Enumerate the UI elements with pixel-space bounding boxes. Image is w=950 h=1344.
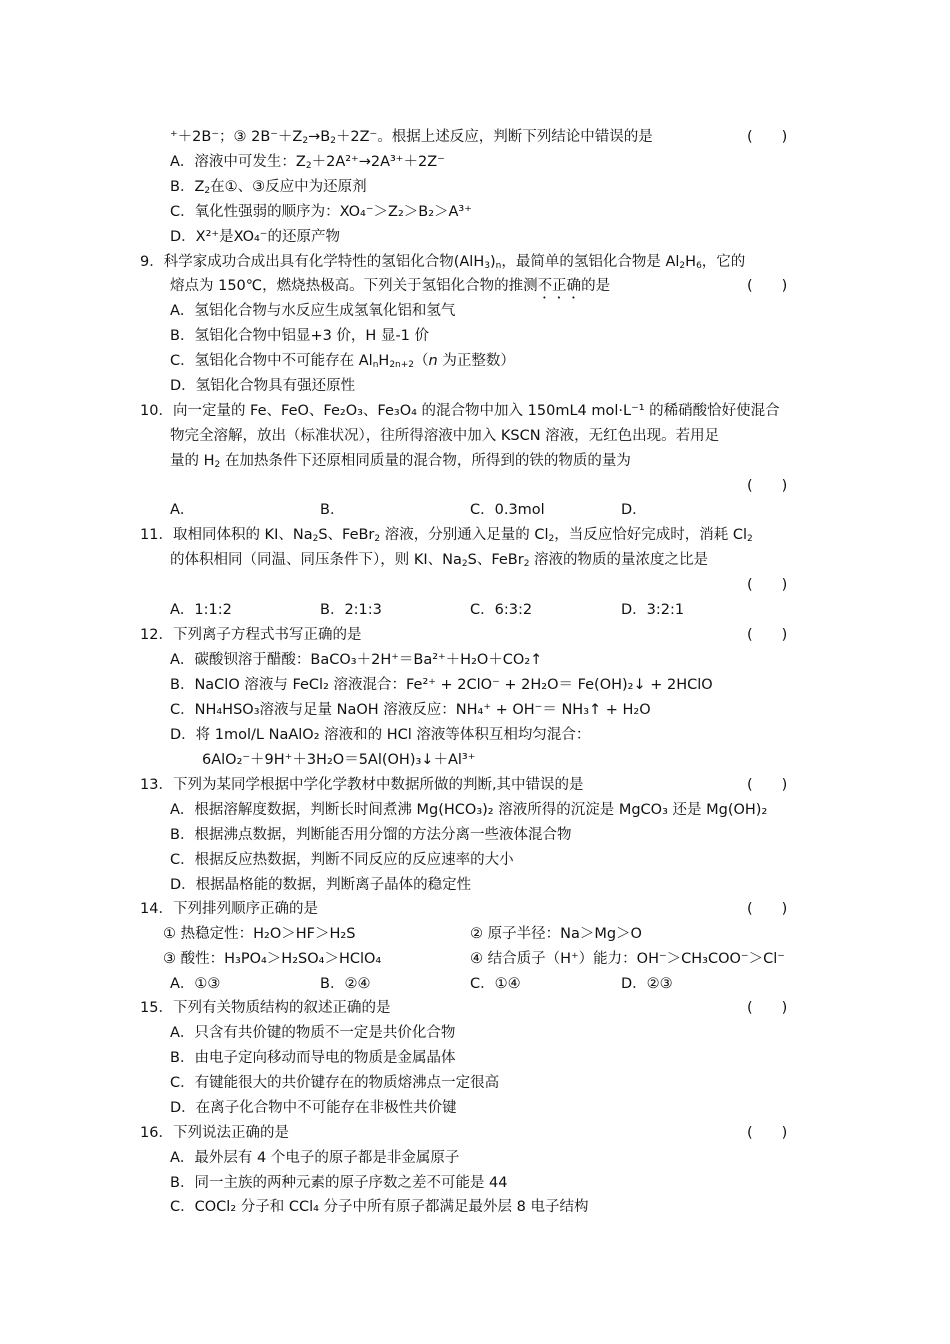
q13-option-a: A．根据溶解度数据，判断长时间煮沸 Mg(HCO₃)₂ 溶液所得的沉淀是 MgCO₃ 还是 Mg(OH)₂ (170, 802, 768, 818)
q16-option-c: C．COCl₂ 分子和 CCl₄ 分子中所有原子都满足最外层 8 电子结构 (170, 1199, 589, 1215)
q16-option-b: B．同一主族的两种元素的原子序数之差不可能是 44 (170, 1175, 508, 1191)
q13-option-d: D．根据晶格能的数据，判断离子晶体的稳定性 (170, 877, 472, 893)
q13-option-b: B．根据沸点数据，判断能否用分馏的方法分离一些液体混合物 (170, 827, 572, 843)
q11-option-b: B．2:1:3 (320, 602, 382, 618)
q11-option-a: A．1:1:2 (170, 602, 232, 618)
q13-option-c: C．根据反应热数据，判断不同反应的反应速率的大小 (170, 852, 514, 868)
q10-option-a: A． (170, 502, 195, 518)
q8-answer-blank: ( ) (747, 129, 788, 145)
q12-stem: 12．下列离子方程式书写正确的是 (140, 627, 362, 643)
q9-option-d: D．氢铝化合物具有强还原性 (170, 378, 356, 394)
q10-answer-blank: ( ) (747, 478, 788, 494)
q9-answer-blank: ( ) (747, 278, 788, 294)
q10-stem-line2: 物完全溶解，放出（标准状况），往所得溶液中加入 KSCN 溶液，无红色出现。若用足 (170, 428, 720, 444)
q14-stem: 14．下列排列顺序正确的是 (140, 901, 318, 917)
q15-stem: 15．下列有关物质结构的叙述正确的是 (140, 1000, 391, 1016)
q8-option-c: C．氧化性强弱的顺序为：XO₄⁻＞Z₂＞B₂＞A³⁺ (170, 204, 472, 220)
q11-stem-line1: 11．取相同体积的 KI、$Na_2S$、FeBr$_2$ 溶液，分别通入足量的 $Cl_2$，当反应恰好完成时，消耗 $Cl_2$ (140, 527, 753, 544)
q12-answer-blank: ( ) (747, 627, 788, 643)
q10-option-b: B． (320, 502, 345, 518)
q13-stem: 13．下列为某同学根据中学化学教材中数据所做的判断,其中错误的是 (140, 777, 584, 793)
q9-option-b: B．氢铝化合物中铝显+3 价，H 显-1 价 (170, 328, 430, 344)
q11-answer-blank: ( ) (747, 577, 788, 593)
q16-stem: 16．下列说法正确的是 (140, 1125, 289, 1141)
q12-option-a: A．碳酸钡溶于醋酸：BaCO₃＋2H⁺＝Ba²⁺＋H₂O＋CO₂↑ (170, 652, 543, 668)
q15-option-b: B．由电子定向移动而导电的物质是金属晶体 (170, 1050, 456, 1066)
q16-option-a: A．最外层有 4 个电子的原子都是非金属原子 (170, 1150, 460, 1166)
q12-option-c: C．NH₄HSO₃溶液与足量 NaOH 溶液反应：NH₄⁺ + OH⁻＝ NH₃↑ + H₂O (170, 702, 651, 718)
q9-option-c: C．氢铝化合物中不可能存在 $Al_nH_{2n+2}(n$ 为正整数） (170, 353, 515, 370)
q15-option-a: A．只含有共价键的物质不一定是共价化合物 (170, 1025, 456, 1041)
q8-option-a: A．溶液中可发生：$Z_2+2A^{2+}\to 2A^{3+}+2Z^-$ (170, 154, 445, 171)
q15-answer-blank: ( ) (747, 1000, 788, 1016)
q10-option-d: D． (621, 502, 647, 518)
q9-option-a: A．氢铝化合物与水反应生成氢氧化铝和氢气 (170, 303, 456, 319)
q10-stem-line1: 10．向一定量的 Fe、FeO、Fe₂O₃、Fe₃O₄ 的混合物中加入 150mL4 mol·L⁻¹ 的稀硝酸恰好使混合 (140, 403, 780, 419)
q14-option-c: C．①④ (470, 976, 521, 992)
q9-stem-line2: 熔点为 150℃，燃烧热极高。下列关于氢铝化合物的推测不正确的是 (170, 278, 611, 294)
q12-option-b: B．NaClO 溶液与 FeCl₂ 溶液混合：Fe²⁺ + 2ClO⁻ + 2H₂O＝ Fe(OH)₂↓ + 2HClO (170, 677, 713, 693)
emphasis-dots: 不正确 (537, 278, 582, 294)
q12-option-d-equation: 6AlO₂⁻＋9H⁺＋3H₂O＝5Al(OH)₃↓＋Al³⁺ (202, 752, 476, 768)
q8-option-b: B．$Z_2$在①、③反应中为还原剂 (170, 179, 367, 196)
q10-stem-line3: 量的 $H_2$ 在加热条件下还原相同质量的混合物，所得到的铁的物质的量为 (170, 453, 631, 470)
q14-option-b: B．②④ (320, 976, 371, 992)
q14-item-2: ② 原子半径：Na＞Mg＞O (470, 926, 642, 942)
q9-stem-line1: 9．科学家成功合成出具有化学特性的氢铝化合物$(AlH_3)_n$，最简单的氢铝化合物是 $Al_2H_6$，它的 (140, 254, 746, 271)
q12-option-d: D．将 1mol/L NaAlO₂ 溶液和的 HCl 溶液等体积互相均匀混合： (170, 727, 591, 743)
q14-item-3: ③ 酸性：H₃PO₄＞H₂SO₄＞HClO₄ (163, 951, 382, 967)
q11-stem-line2: 的体积相同（同温、同压条件下），则 KI、$Na_2S$、FeBr$_2$ 溶液的物质的量浓度之比是 (170, 552, 709, 569)
q15-option-c: C．有键能很大的共价键存在的物质熔沸点一定很高 (170, 1075, 500, 1091)
q14-answer-blank: ( ) (747, 901, 788, 917)
q16-answer-blank: ( ) (747, 1125, 788, 1141)
q11-option-c: C．6:3:2 (470, 602, 533, 618)
q14-item-1: ① 热稳定性：H₂O＞HF＞H₂S (163, 926, 356, 942)
q10-option-c: C．0.3mol (470, 502, 545, 518)
q11-option-d: D．3:2:1 (621, 602, 685, 618)
q15-option-d: D．在离子化合物中不可能存在非极性共价键 (170, 1100, 457, 1116)
q14-option-a: A．①③ (170, 976, 221, 992)
q8-option-d: D．X²⁺是XO₄⁻的还原产物 (170, 229, 340, 245)
q13-answer-blank: ( ) (747, 777, 788, 793)
q8-stem-continuation: ⁺＋2B⁻；③ $2B^-+Z_2\to B_2+2Z^-$。根据上述反应，判断下列结论中错误的是 (170, 129, 653, 146)
q14-option-d: D．②③ (621, 976, 673, 992)
q14-item-4: ④ 结合质子（H⁺）能力：OH⁻＞CH₃COO⁻＞Cl⁻ (470, 951, 785, 967)
